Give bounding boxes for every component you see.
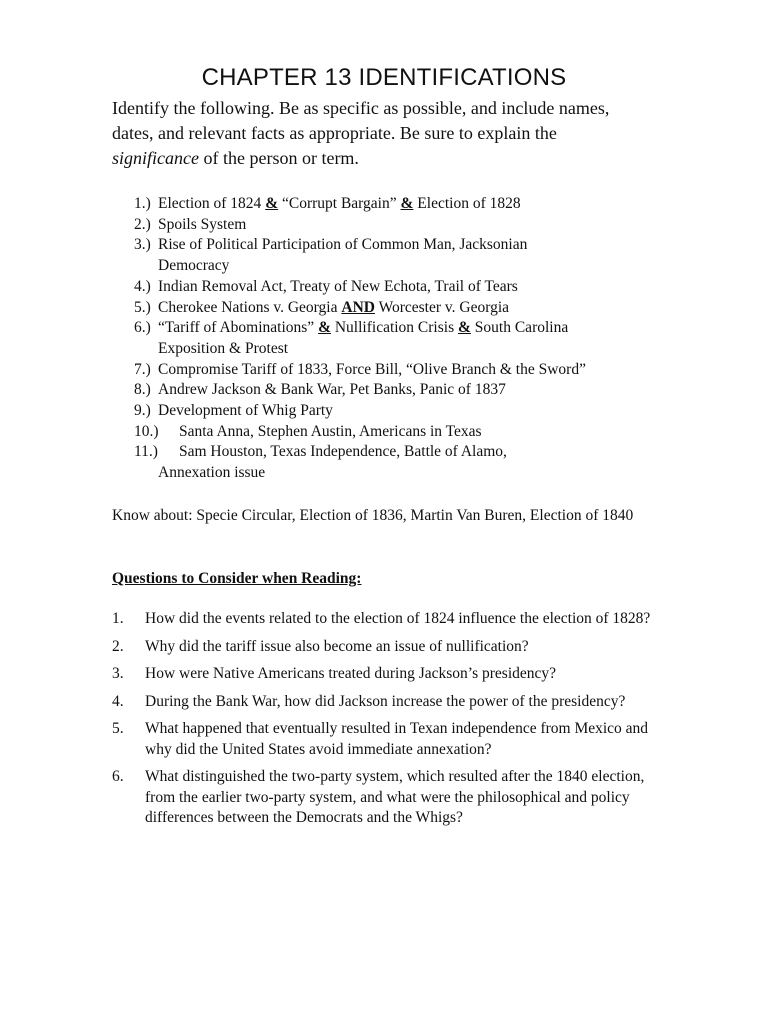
- item-emphasis: &: [265, 195, 279, 212]
- item-number: 6.): [134, 319, 151, 337]
- item-emphasis: AND: [341, 298, 375, 316]
- question-text: Why did the tariff issue also become an issue of nullification?: [145, 637, 529, 655]
- identification-item: [134, 401, 674, 422]
- item-number: 7.): [134, 360, 151, 378]
- item-text: Election of 1824: [158, 195, 266, 212]
- item-number: 10.): [134, 422, 159, 440]
- page-title: CHAPTER 13 IDENTIFICATIONS: [201, 64, 567, 91]
- item-number: 4.): [134, 277, 151, 295]
- question-text: What distinguished the two-party system, which resulted after the 1840 election, from the earlier two-party system, and what were the philosophical and policy differences between the Democrats and the Whigs?: [145, 768, 645, 826]
- item-text: Santa Anna, Stephen Austin, Americans in Texas: [179, 422, 482, 440]
- question-item: [112, 692, 657, 713]
- question-text: What happened that eventually resulted in Texan independence from Mexico and why did the United States avoid immediate annexation?: [145, 720, 649, 758]
- question-number: 1.: [112, 610, 124, 627]
- item-emphasis: &: [458, 319, 471, 337]
- question-item: [112, 609, 657, 630]
- identification-item: [134, 442, 674, 483]
- identification-item: [134, 318, 674, 359]
- identification-item: [134, 380, 674, 401]
- item-text: Rise of Political Participation of Common Man, Jacksonian: [158, 236, 528, 254]
- identification-item: [134, 215, 674, 236]
- item-number: 5.): [134, 298, 151, 316]
- question-number: 3.: [112, 665, 124, 682]
- instructions-paragraph: [112, 96, 632, 171]
- item-number: 2.): [134, 215, 151, 233]
- item-text: Nullification Crisis: [330, 319, 458, 337]
- item-text: Worcester v. Georgia: [374, 298, 510, 316]
- question-item: [112, 637, 657, 658]
- identification-item: [134, 235, 674, 276]
- item-number: 1.): [134, 195, 151, 212]
- item-text: Cherokee Nations v. Georgia: [158, 298, 342, 316]
- instructions-emphasis: significance: [112, 148, 199, 168]
- instructions-text-before: Identify the following. Be as specific as possible, and include names, dates, and relevant facts as appropriate. Be sure to explain the: [112, 98, 610, 143]
- item-text-continued: Annexation issue: [158, 464, 266, 482]
- item-number: 8.): [134, 381, 151, 399]
- identifications-list: [134, 194, 674, 484]
- item-text: Andrew Jackson & Bank War, Pet Banks, Panic of 1837: [158, 381, 506, 399]
- question-item: [112, 767, 657, 829]
- item-text: South Carolina: [470, 319, 569, 337]
- identification-item: [134, 360, 674, 381]
- question-number: 6.: [112, 768, 124, 785]
- identification-item: [134, 277, 674, 298]
- item-emphasis: &: [400, 195, 414, 212]
- item-number: 3.): [134, 236, 151, 254]
- identification-item: [134, 298, 674, 319]
- item-text: Indian Removal Act, Treaty of New Echota, Trail of Tears: [158, 277, 518, 295]
- question-number: 4.: [112, 692, 124, 710]
- question-text: During the Bank War, how did Jackson increase the power of the presidency?: [145, 692, 626, 710]
- question-text: How were Native Americans treated during Jackson’s presidency?: [145, 665, 557, 682]
- item-number: 9.): [134, 402, 151, 420]
- item-text-continued: Exposition & Protest: [158, 339, 289, 357]
- question-item: [112, 719, 657, 760]
- question-number: 2.: [112, 637, 124, 655]
- item-text-continued: Democracy: [158, 257, 230, 275]
- item-text: Spoils System: [158, 215, 247, 233]
- identification-item: [134, 422, 674, 443]
- item-text: Development of Whig Party: [158, 402, 333, 420]
- identification-item: [134, 194, 674, 215]
- questions-heading: Questions to Consider when Reading:: [112, 570, 362, 587]
- item-emphasis: &: [318, 319, 331, 337]
- question-text: How did the events related to the election of 1824 influence the election of 1828?: [145, 610, 651, 627]
- instructions-text-after: of the person or term.: [198, 148, 359, 168]
- question-number: 5.: [112, 720, 124, 737]
- item-number: 11.): [134, 443, 158, 461]
- know-about-paragraph: Know about: Specie Circular, Election of 1836, Martin Van Buren, Election of 1840: [112, 507, 634, 524]
- questions-list: [112, 609, 657, 836]
- question-item: [112, 664, 657, 685]
- item-text: Compromise Tariff of 1833, Force Bill, “Olive Branch & the Sword”: [158, 360, 586, 378]
- item-text: Election of 1828: [413, 195, 521, 212]
- item-text: “Corrupt Bargain”: [278, 195, 401, 212]
- item-text: Sam Houston, Texas Independence, Battle of Alamo,: [179, 443, 507, 461]
- item-text: “Tariff of Abominations”: [158, 319, 319, 337]
